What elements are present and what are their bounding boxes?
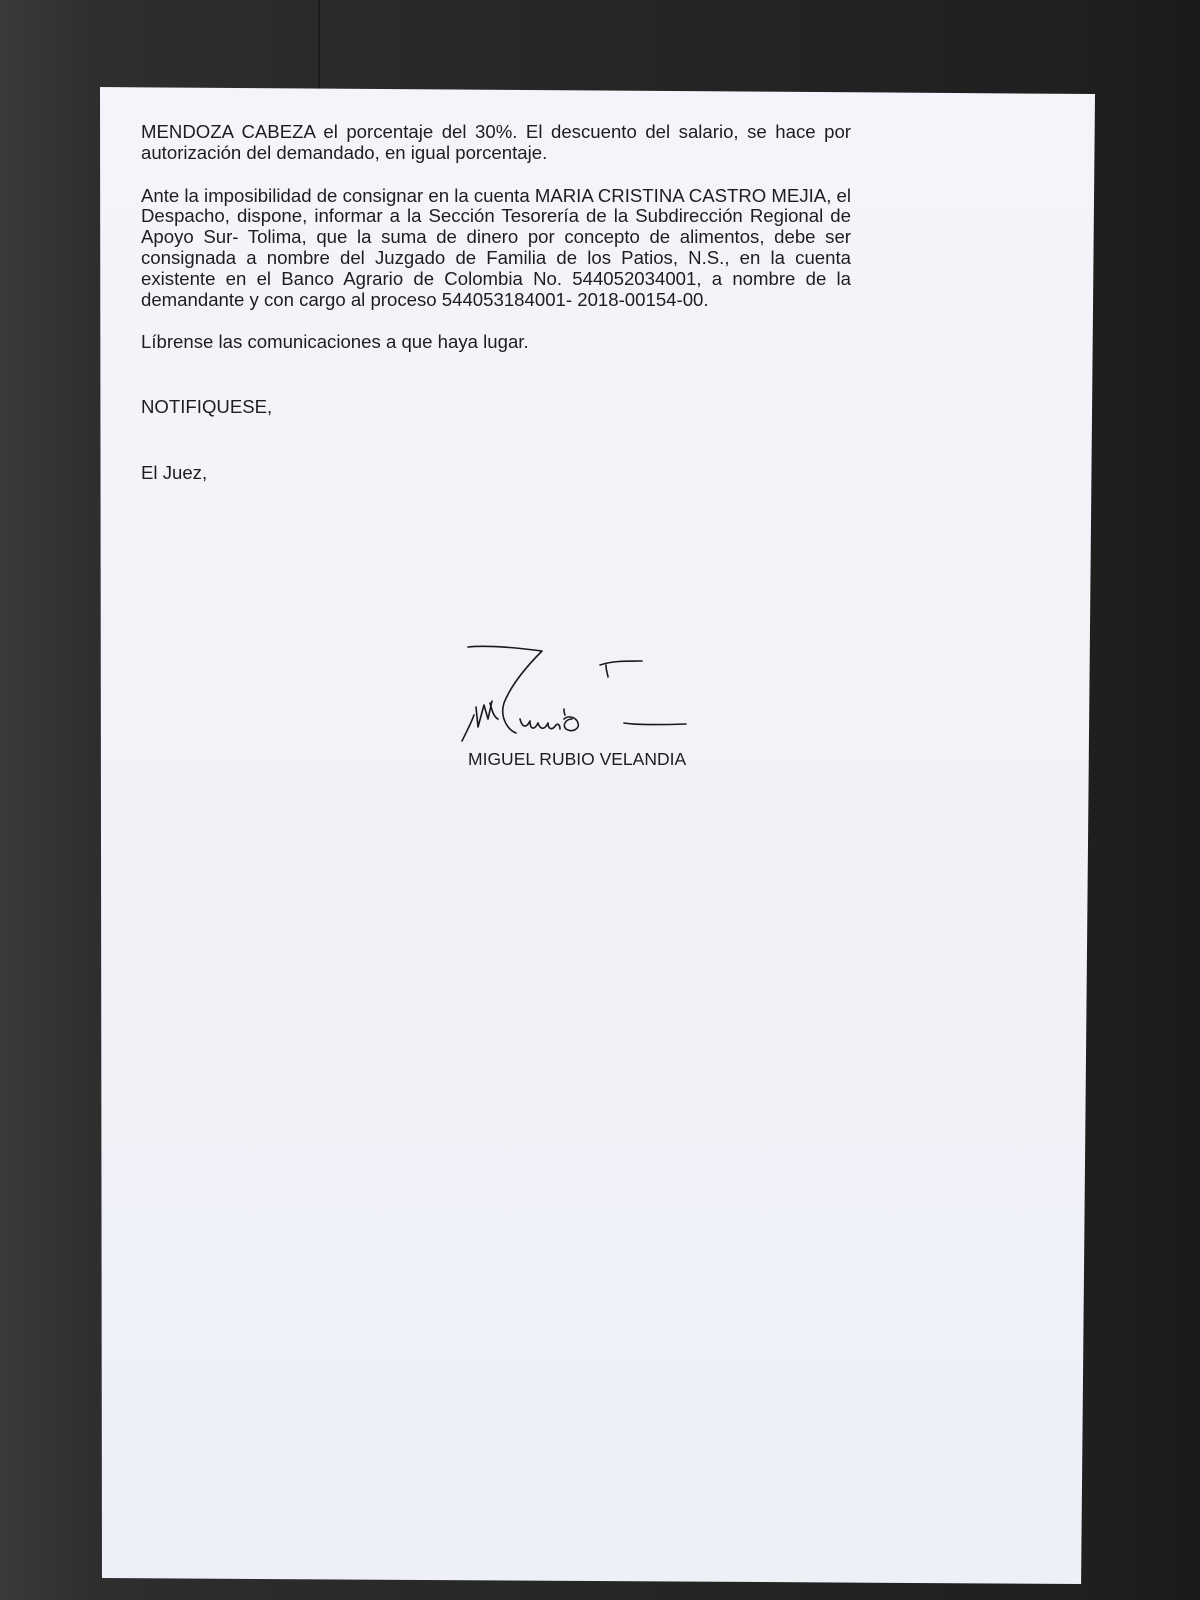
paragraph-communications: Líbrense las comunicaciones a que haya lugar. xyxy=(141,331,529,353)
handwritten-signature xyxy=(456,645,706,750)
judge-label: El Juez, xyxy=(141,461,208,483)
paragraph-discount: MENDOZA CABEZA el porcentaje del 30%. El descuento del salario, se hace por autorización del demandado, en igual porcentaje. xyxy=(141,121,851,163)
background-seam xyxy=(318,0,320,92)
document-body xyxy=(141,122,851,484)
notification-text: NOTIFIQUESE, xyxy=(141,396,273,418)
paragraph-consignment: Ante la imposibilidad de consignar en la cuenta MARIA CRISTINA CASTRO MEJIA, el Despacho, dispone, informar a la Sección Tesorería de la Subdirección Regional de Apoyo Sur- Tolima, que la suma de dinero por concepto de alimentos, debe ser consignada a nombre del Juzgado de Familia de los Patios, N.S., en la cuenta existente en el Banco Agrario de Colombia No. 544052034001, a nombre de la demandante y con cargo al proceso 544053184001- 2018-00154-00. xyxy=(141,184,851,310)
signer-name: MIGUEL RUBIO VELANDIA xyxy=(468,749,687,769)
signature-block xyxy=(468,645,728,775)
